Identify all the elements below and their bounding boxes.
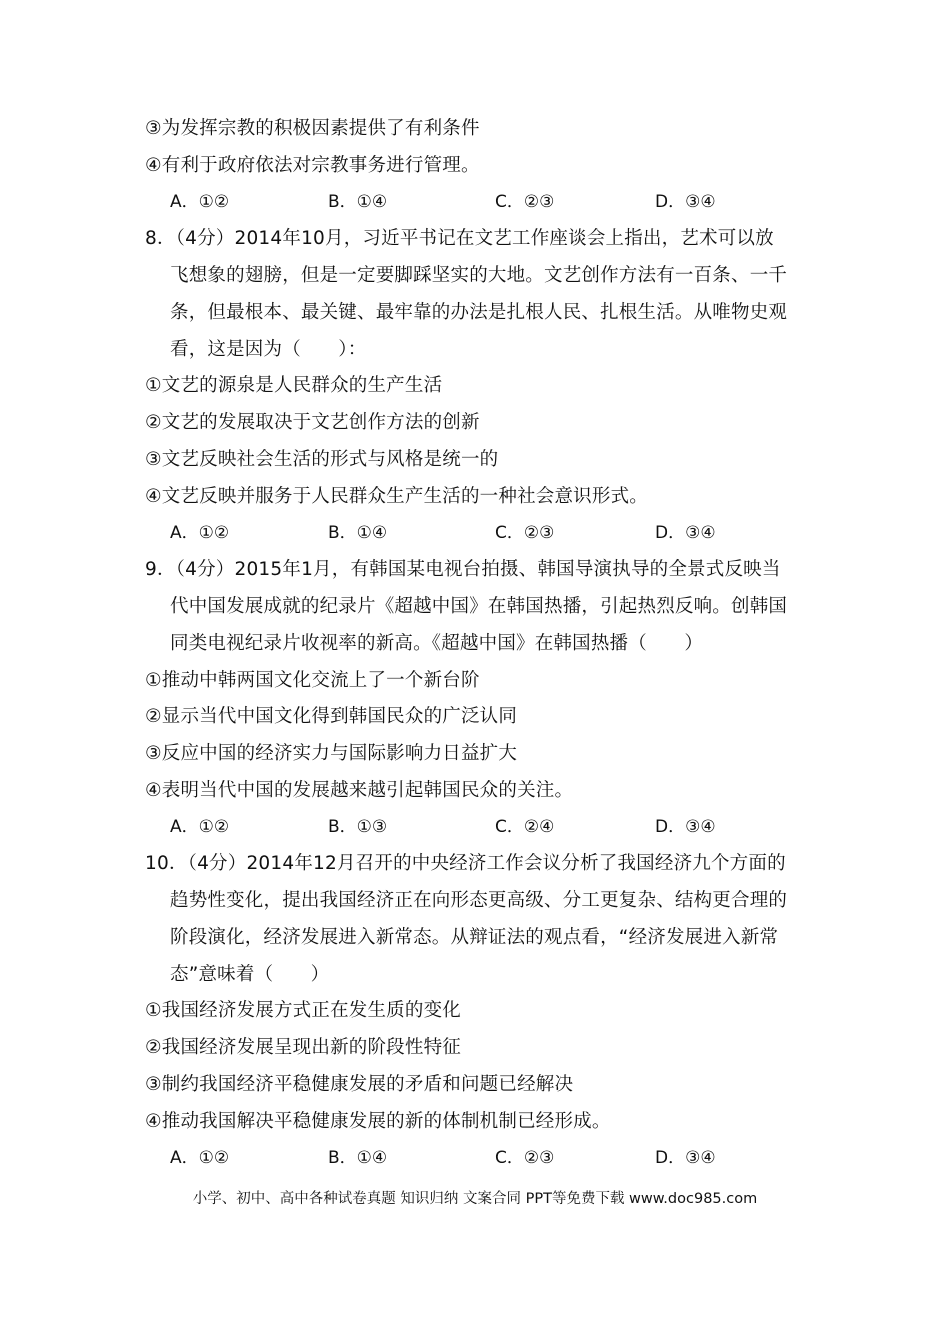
q10-option-b: B．①④ [328,1148,388,1168]
q7-statement-3: ③为发挥宗教的积极因素提供了有利条件 [145,118,480,139]
q9-option-c: C．②④ [495,817,555,837]
q8-option-c: C．②③ [495,523,555,543]
q9-statement-2: ②显示当代中国文化得到韩国民众的广泛认同 [145,706,518,727]
q7-option-a: A．①② [170,192,230,212]
q9-stem-line-2: 代中国发展成就的纪录片《超越中国》在韩国热播，引起热烈反响。创韩国 [170,596,788,617]
q10-stem-line-4: 态”意味着（ ） [170,964,330,985]
q10-statement-3: ③制约我国经济平稳健康发展的矛盾和问题已经解决 [145,1074,574,1095]
q10-stem-line-3: 阶段演化，经济发展进入新常态。从辩证法的观点看，“经济发展进入新常 [170,927,779,948]
q7-option-c: C．②③ [495,192,555,212]
q8-stem-line-4: 看，这是因为（ ）： [170,339,367,360]
q9-option-d: D．③④ [655,817,716,837]
q9-statement-4: ④表明当代中国的发展越来越引起韩国民众的关注。 [145,780,574,801]
q10-option-d: D．③④ [655,1148,716,1168]
q9-statement-1: ①推动中韩两国文化交流上了一个新台阶 [145,670,480,691]
q10-statement-2: ②我国经济发展呈现出新的阶段性特征 [145,1037,461,1058]
q8-option-b: B．①④ [328,523,388,543]
q8-option-d: D．③④ [655,523,716,543]
q8-option-a: A．①② [170,523,230,543]
q8-statement-2: ②文艺的发展取决于文艺创作方法的创新 [145,412,480,433]
q10-stem-line-1: 10．（4分）2014年12月召开的中央经济工作会议分析了我国经济九个方面的 [145,853,786,874]
q9-stem-line-3: 同类电视纪录片收视率的新高。《超越中国》在韩国热播（ ） [170,633,704,654]
q7-option-b: B．①④ [328,192,388,212]
q8-stem-line-3: 条，但最根本、最关键、最牢靠的办法是扎根人民、扎根生活。从唯物史观 [170,302,788,323]
q9-stem-line-1: 9．（4分）2015年1月，有韩国某电视台拍摄、韩国导演执导的全景式反映当 [145,559,781,580]
q8-stem-line-1: 8．（4分）2014年10月，习近平书记在文艺工作座谈会上指出，艺术可以放 [145,228,774,249]
q8-statement-4: ④文艺反映并服务于人民群众生产生活的一种社会意识形式。 [145,486,648,507]
q9-option-a: A．①② [170,817,230,837]
q10-option-a: A．①② [170,1148,230,1168]
page-footer: 小学、初中、高中各种试卷真题 知识归纳 文案合同 PPT等免费下载 www.doc985.com [192,1191,758,1207]
q8-stem-line-2: 飞想象的翅膀，但是一定要脚踩坚实的大地。文艺创作方法有一百条、一千 [170,265,788,286]
q9-option-b: B．①③ [328,817,388,837]
q10-option-c: C．②③ [495,1148,555,1168]
q8-statement-1: ①文艺的源泉是人民群众的生产生活 [145,375,443,396]
q10-statement-4: ④推动我国解决平稳健康发展的新的体制机制已经形成。 [145,1111,611,1132]
q10-stem-line-2: 趋势性变化，提出我国经济正在向形态更高级、分工更复杂、结构更合理的 [170,890,788,911]
q10-statement-1: ①我国经济发展方式正在发生质的变化 [145,1000,461,1021]
q9-statement-3: ③反应中国的经济实力与国际影响力日益扩大 [145,743,518,764]
q8-statement-3: ③文艺反映社会生活的形式与风格是统一的 [145,449,499,470]
q7-option-d: D．③④ [655,192,716,212]
q7-statement-4: ④有利于政府依法对宗教事务进行管理。 [145,155,480,176]
